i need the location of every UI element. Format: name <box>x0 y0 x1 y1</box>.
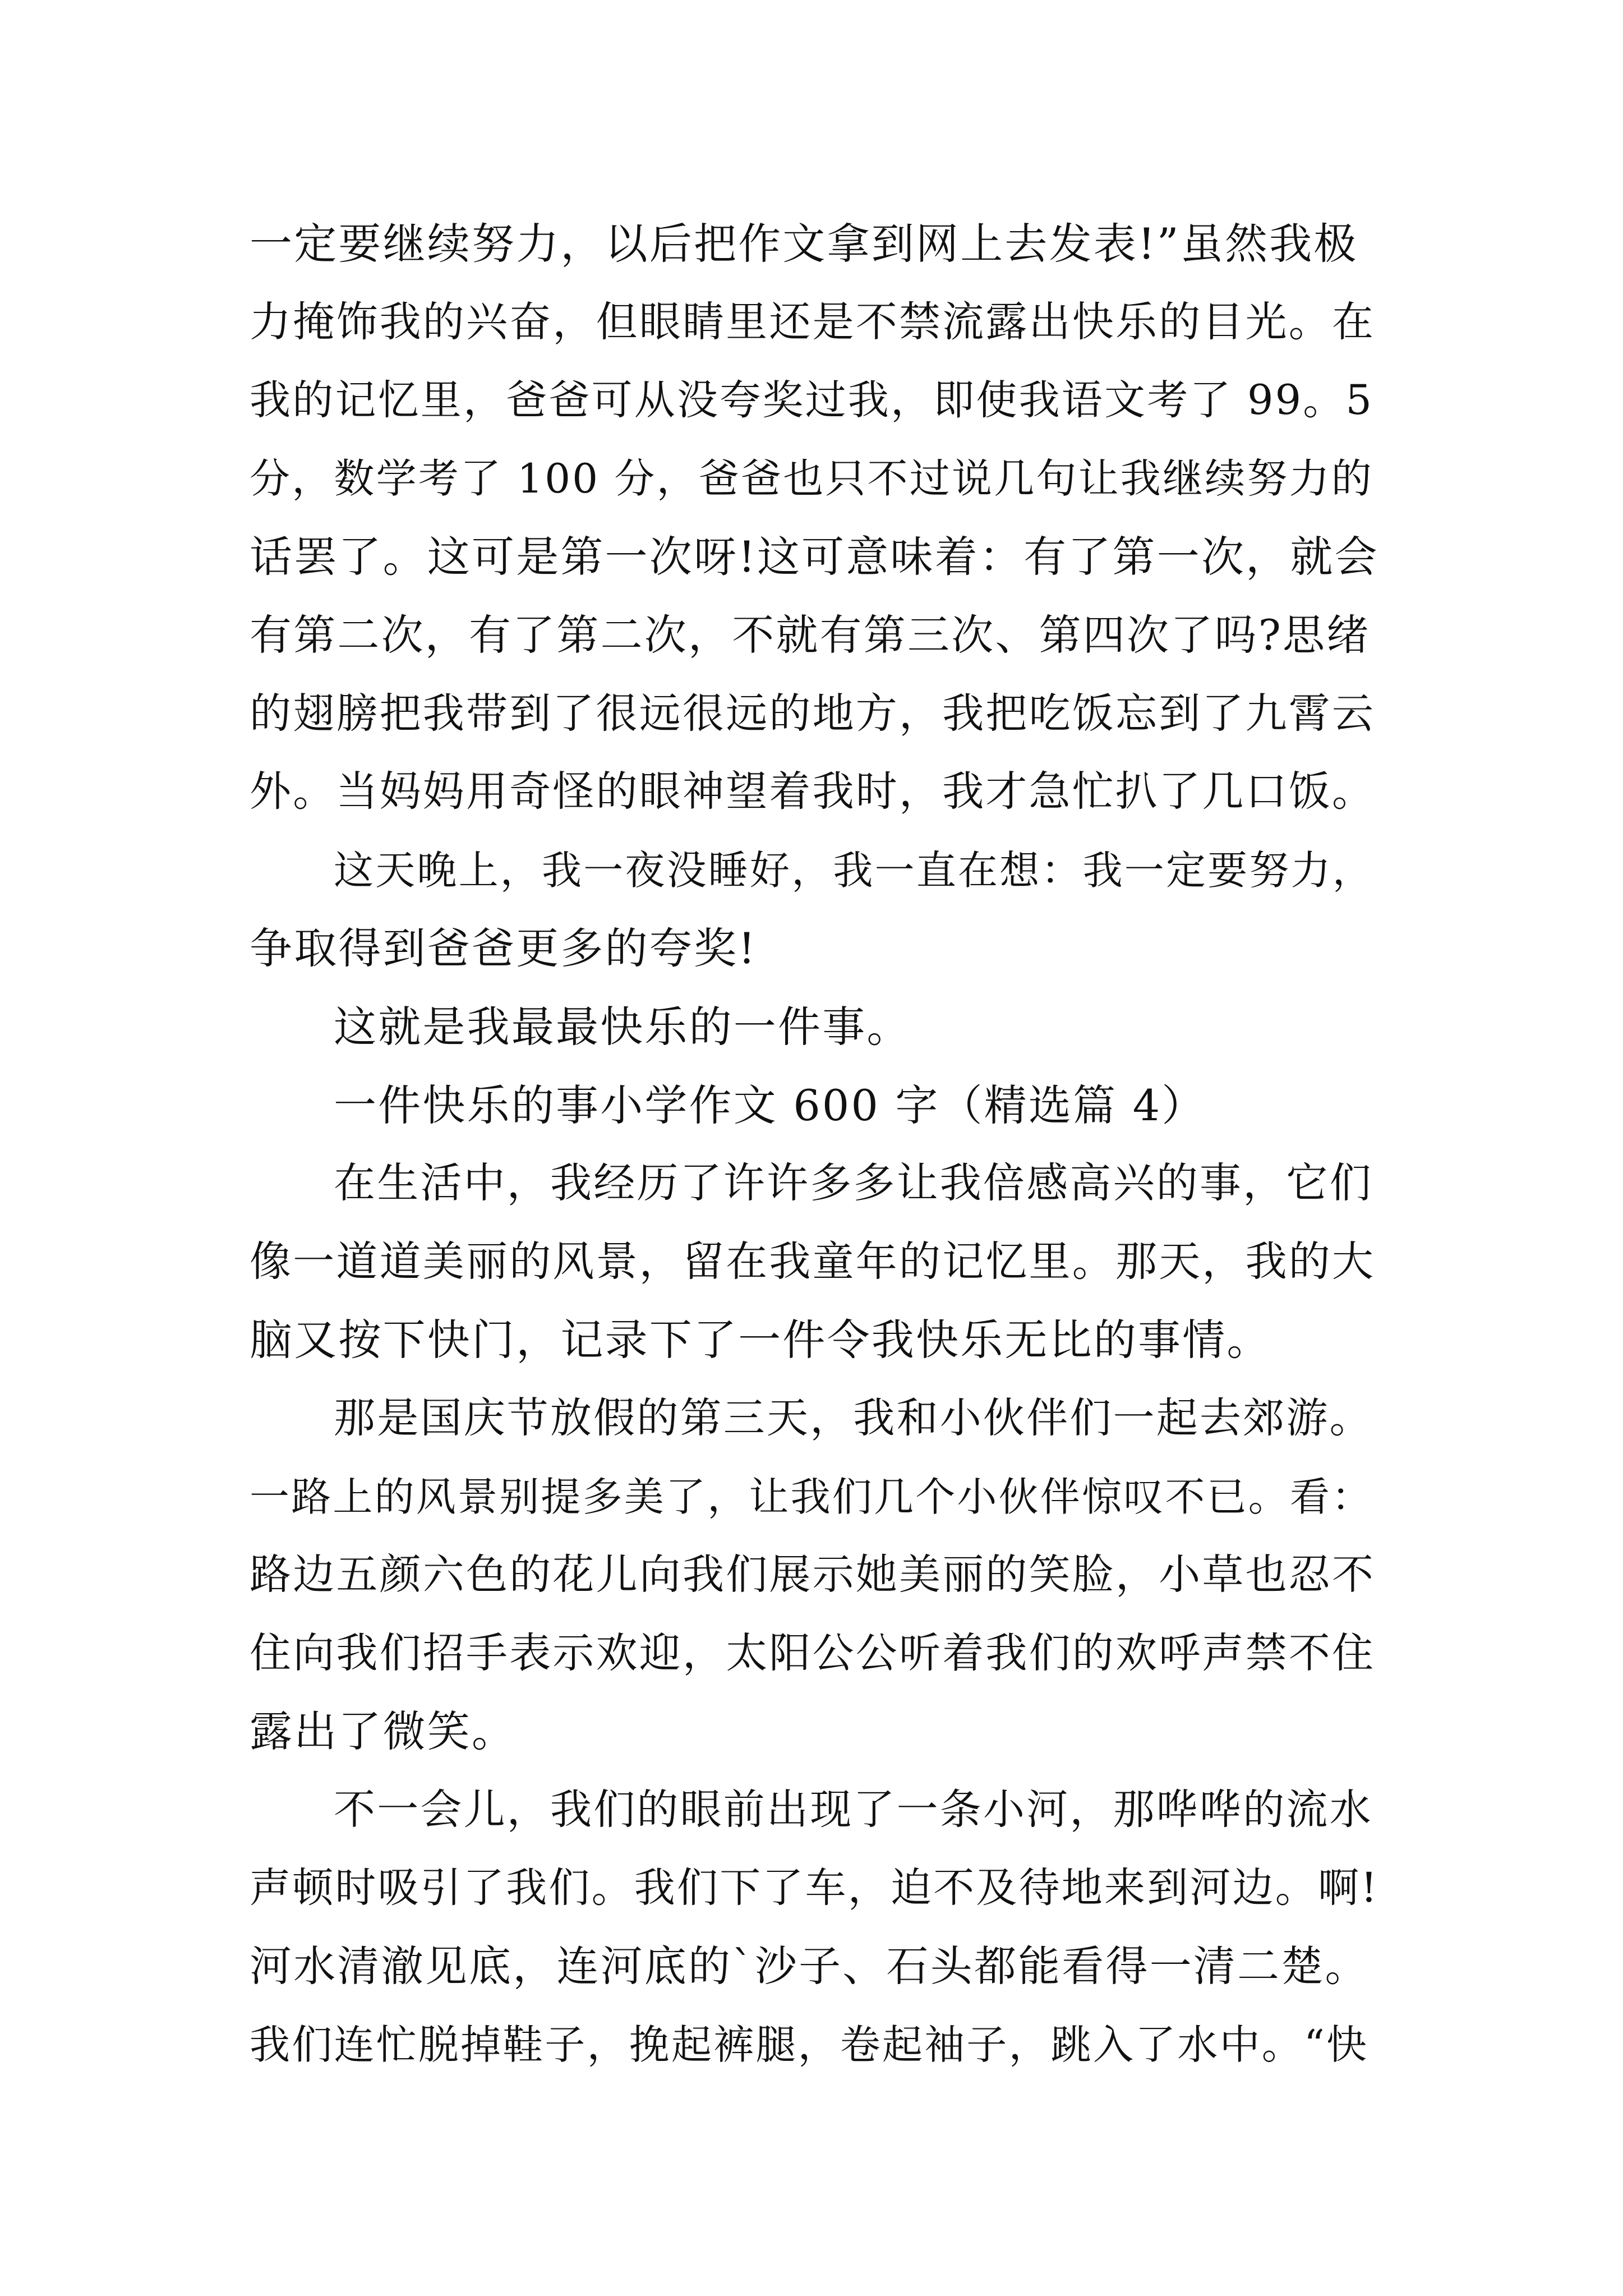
text-line: 我们连忙脱掉鞋子，挽起裤腿，卷起袖子，跳入了水中。“快 <box>250 2021 1369 2068</box>
paragraph-start-line: 在生活中，我经历了许许多多让我倍感高兴的事，它们 <box>334 1159 1373 1208</box>
paragraph-start-line: 这就是我最最快乐的一件事。 <box>334 1001 911 1052</box>
paragraph-start-line: 那是国庆节放假的第三天，我和小伙伴们一起去郊游。 <box>334 1393 1373 1442</box>
text-line: 我的记忆里，爸爸可从没夸奖过我，即使我语文考了 99。5 <box>250 376 1374 425</box>
text-line: 分，数学考了 100 分，爸爸也只不过说几句让我继续努力的 <box>250 454 1373 502</box>
paragraph-start-line: 不一会儿，我们的眼前出现了一条小河，那哗哗的流水 <box>334 1785 1373 1834</box>
text-line: 露出了微笑。 <box>250 1706 517 1757</box>
text-line: 路边五颜六色的花儿向我们展示她美丽的笑脸，小草也忍不 <box>250 1550 1376 1599</box>
text-line: 争取得到爸爸更多的夸奖! <box>250 923 757 974</box>
text-line: 河水清澈见底，连河底的`沙子、石头都能看得一清二楚。 <box>250 1941 1369 1991</box>
text-line: 的翅膀把我带到了很远很远的地方，我把吃饭忘到了九霄云 <box>250 689 1376 738</box>
text-line: 住向我们招手表示欢迎，太阳公公听着我们的欢呼声禁不住 <box>250 1628 1376 1677</box>
text-line: 一路上的风景别提多美了，让我们几个小伙伴惊叹不已。看： <box>250 1473 1373 1520</box>
text-line: 像一道道美丽的风景，留在我童年的记忆里。那天，我的大 <box>250 1237 1376 1286</box>
text-line: 外。当妈妈用奇怪的眼神望着我时，我才急忙扒了几口饭。 <box>250 767 1376 816</box>
section-heading: 一件快乐的事小学作文 600 字（精选篇 4） <box>334 1080 1206 1130</box>
paragraph-start-line: 这天晚上，我一夜没睡好，我一直在想：我一定要努力， <box>334 846 1375 894</box>
text-line: 声顿时吸引了我们。我们下了车，迫不及待地来到河边。啊! <box>250 1864 1379 1912</box>
document-body <box>250 205 1382 2084</box>
text-line: 有第二次，有了第二次，不就有第三次、第四次了吗?思绪 <box>250 610 1371 660</box>
text-line: 话罢了。这可是第一次呀!这可意味着：有了第一次，就会 <box>250 532 1379 582</box>
text-line: 一定要继续努力，以后把作文拿到网上去发表!”虽然我极 <box>250 219 1358 269</box>
text-line: 力掩饰我的兴奋，但眼睛里还是不禁流露出快乐的目光。在 <box>250 297 1376 346</box>
text-line: 脑又按下快门，记录下了一件令我快乐无比的事情。 <box>250 1315 1271 1365</box>
